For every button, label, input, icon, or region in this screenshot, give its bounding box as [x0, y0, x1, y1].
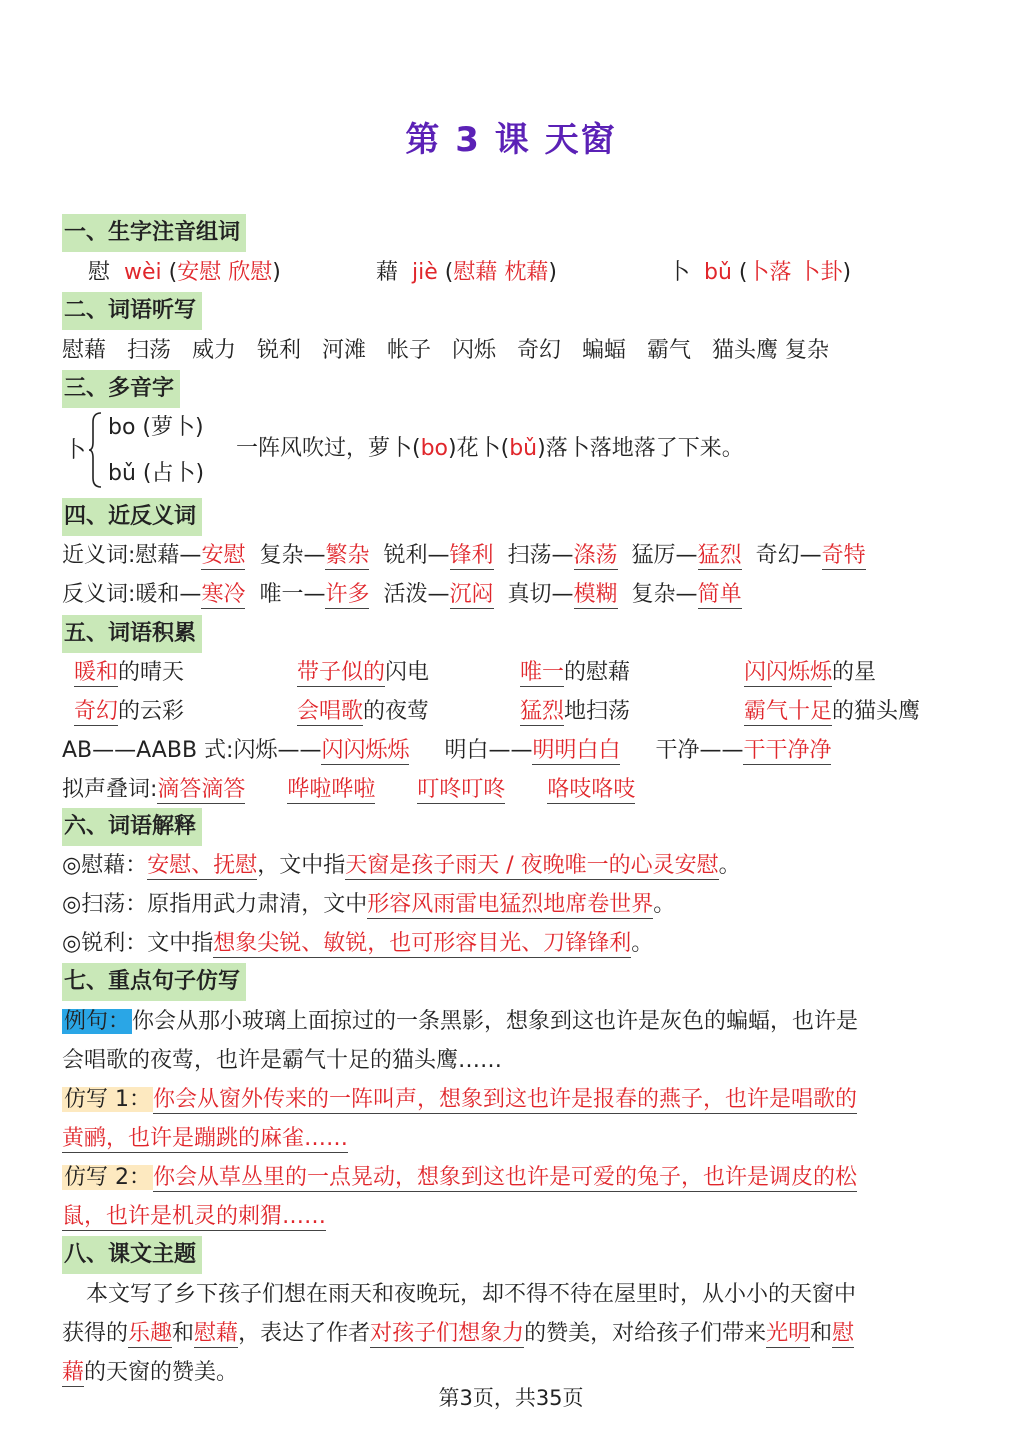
brace-icon	[88, 412, 102, 488]
imitation-1-tag: 仿写 1：	[64, 1087, 151, 1112]
pinyin-item-2: 藉 jiè (慰藉 枕藉)	[376, 260, 557, 285]
reading-1: bo (萝卜)	[108, 415, 204, 440]
pinyin-item-1: 慰 wèi (安慰 欣慰)	[88, 260, 281, 285]
imitation-2: 仿写 2：你会从草丛里的一点晃动，想象到这也许是可爱的兔子，也许是调皮的松 鼠，也许是机灵的刺猬……	[62, 1165, 858, 1229]
theme-paragraph: 本文写了乡下孩子们想在雨天和夜晚玩，却不得不待在屋里时，从小小的天窗中 获得的乐趣和慰藉，表达了作者对孩子们想象力的赞美，对给孩子们带来光明和慰 藉的天窗的赞美。	[62, 1282, 857, 1385]
phrase-1-4: 闪闪烁烁的星	[744, 660, 877, 685]
section-4-heading: 四、近反义词	[62, 498, 202, 536]
phrase-1-1: 暖和的晴天	[74, 660, 185, 685]
section-5-heading: 五、词语积累	[62, 615, 202, 653]
polyphone-char: 卜	[64, 438, 87, 463]
section-6-heading: 六、词语解释	[62, 808, 202, 846]
explanation-2: ◎扫荡：原指用武力肃清，文中形容风雨雷电猛烈地席卷世界。	[62, 892, 676, 917]
phrase-1-3: 唯一的慰藉	[520, 660, 631, 685]
pinyin-item-3: 卜 bǔ (卜落 卜卦)	[668, 260, 852, 285]
section-1-heading: 一、生字注音组词	[62, 214, 246, 252]
reading-2: bǔ (占卜)	[108, 461, 205, 486]
page-footer: 第3页，共35页	[438, 1386, 584, 1410]
phrase-2-3: 猛烈地扫荡	[520, 699, 631, 724]
section-3-heading: 三、多音字	[62, 370, 180, 408]
aabb-row: AB——AABB 式:闪烁——闪闪烁烁 明白——明明白白 干净——干干净净	[62, 738, 832, 763]
phrase-1-2: 带子似的闪电	[297, 660, 430, 685]
section-7-heading: 七、重点句子仿写	[62, 963, 246, 1001]
section-2-heading: 二、词语听写	[62, 292, 202, 330]
phrase-2-4: 霸气十足的猫头鹰	[744, 699, 921, 724]
phrase-2-2: 会唱歌的夜莺	[297, 699, 430, 724]
section-8-heading: 八、课文主题	[62, 1236, 202, 1274]
page-title: 第 3 课 天窗	[405, 120, 617, 160]
synonyms-row: 近义词:慰藉—安慰 复杂—繁杂 锐利—锋利 扫荡—涤荡 猛厉—猛烈 奇幻—奇特	[62, 543, 866, 568]
example-sentence: 例句：你会从那小玻璃上面掠过的一条黑影，想象到这也许是灰色的蝙蝠，也许是 会唱歌的夜莺，也许是霸气十足的猫头鹰……	[62, 1009, 859, 1073]
imitation-2-tag: 仿写 2：	[64, 1165, 151, 1190]
explanation-3: ◎锐利：文中指想象尖锐、敏锐，也可形容目光、刀锋锋利。	[62, 931, 654, 956]
onomatopoeia-row: 拟声叠词:滴答滴答 哗啦哗啦 叮咚叮咚 咯吱咯吱	[62, 777, 636, 802]
phrase-2-1: 奇幻的云彩	[74, 699, 185, 724]
imitation-1: 仿写 1：你会从窗外传来的一阵叫声，想象到这也许是报春的燕子，也许是唱歌的 黄鹂，也许是蹦跳的麻雀……	[62, 1087, 858, 1151]
example-tag: 例句：	[64, 1009, 131, 1034]
polyphone-sentence: 一阵风吹过，萝卜(bo)花卜(bǔ)落卜落地落了下来。	[236, 436, 744, 461]
dictation-words: 慰藉 扫荡 威力 锐利 河滩 帐子 闪烁 奇幻 蝙蝠 霸气 猫头鹰 复杂	[62, 338, 830, 363]
explanation-1: ◎慰藉：安慰、抚慰，文中指天窗是孩子雨天 / 夜晚唯一的心灵安慰。	[62, 853, 741, 878]
antonyms-row: 反义词:暖和—寒冷 唯一—许多 活泼—沉闷 真切—模糊 复杂—简单	[62, 582, 742, 607]
